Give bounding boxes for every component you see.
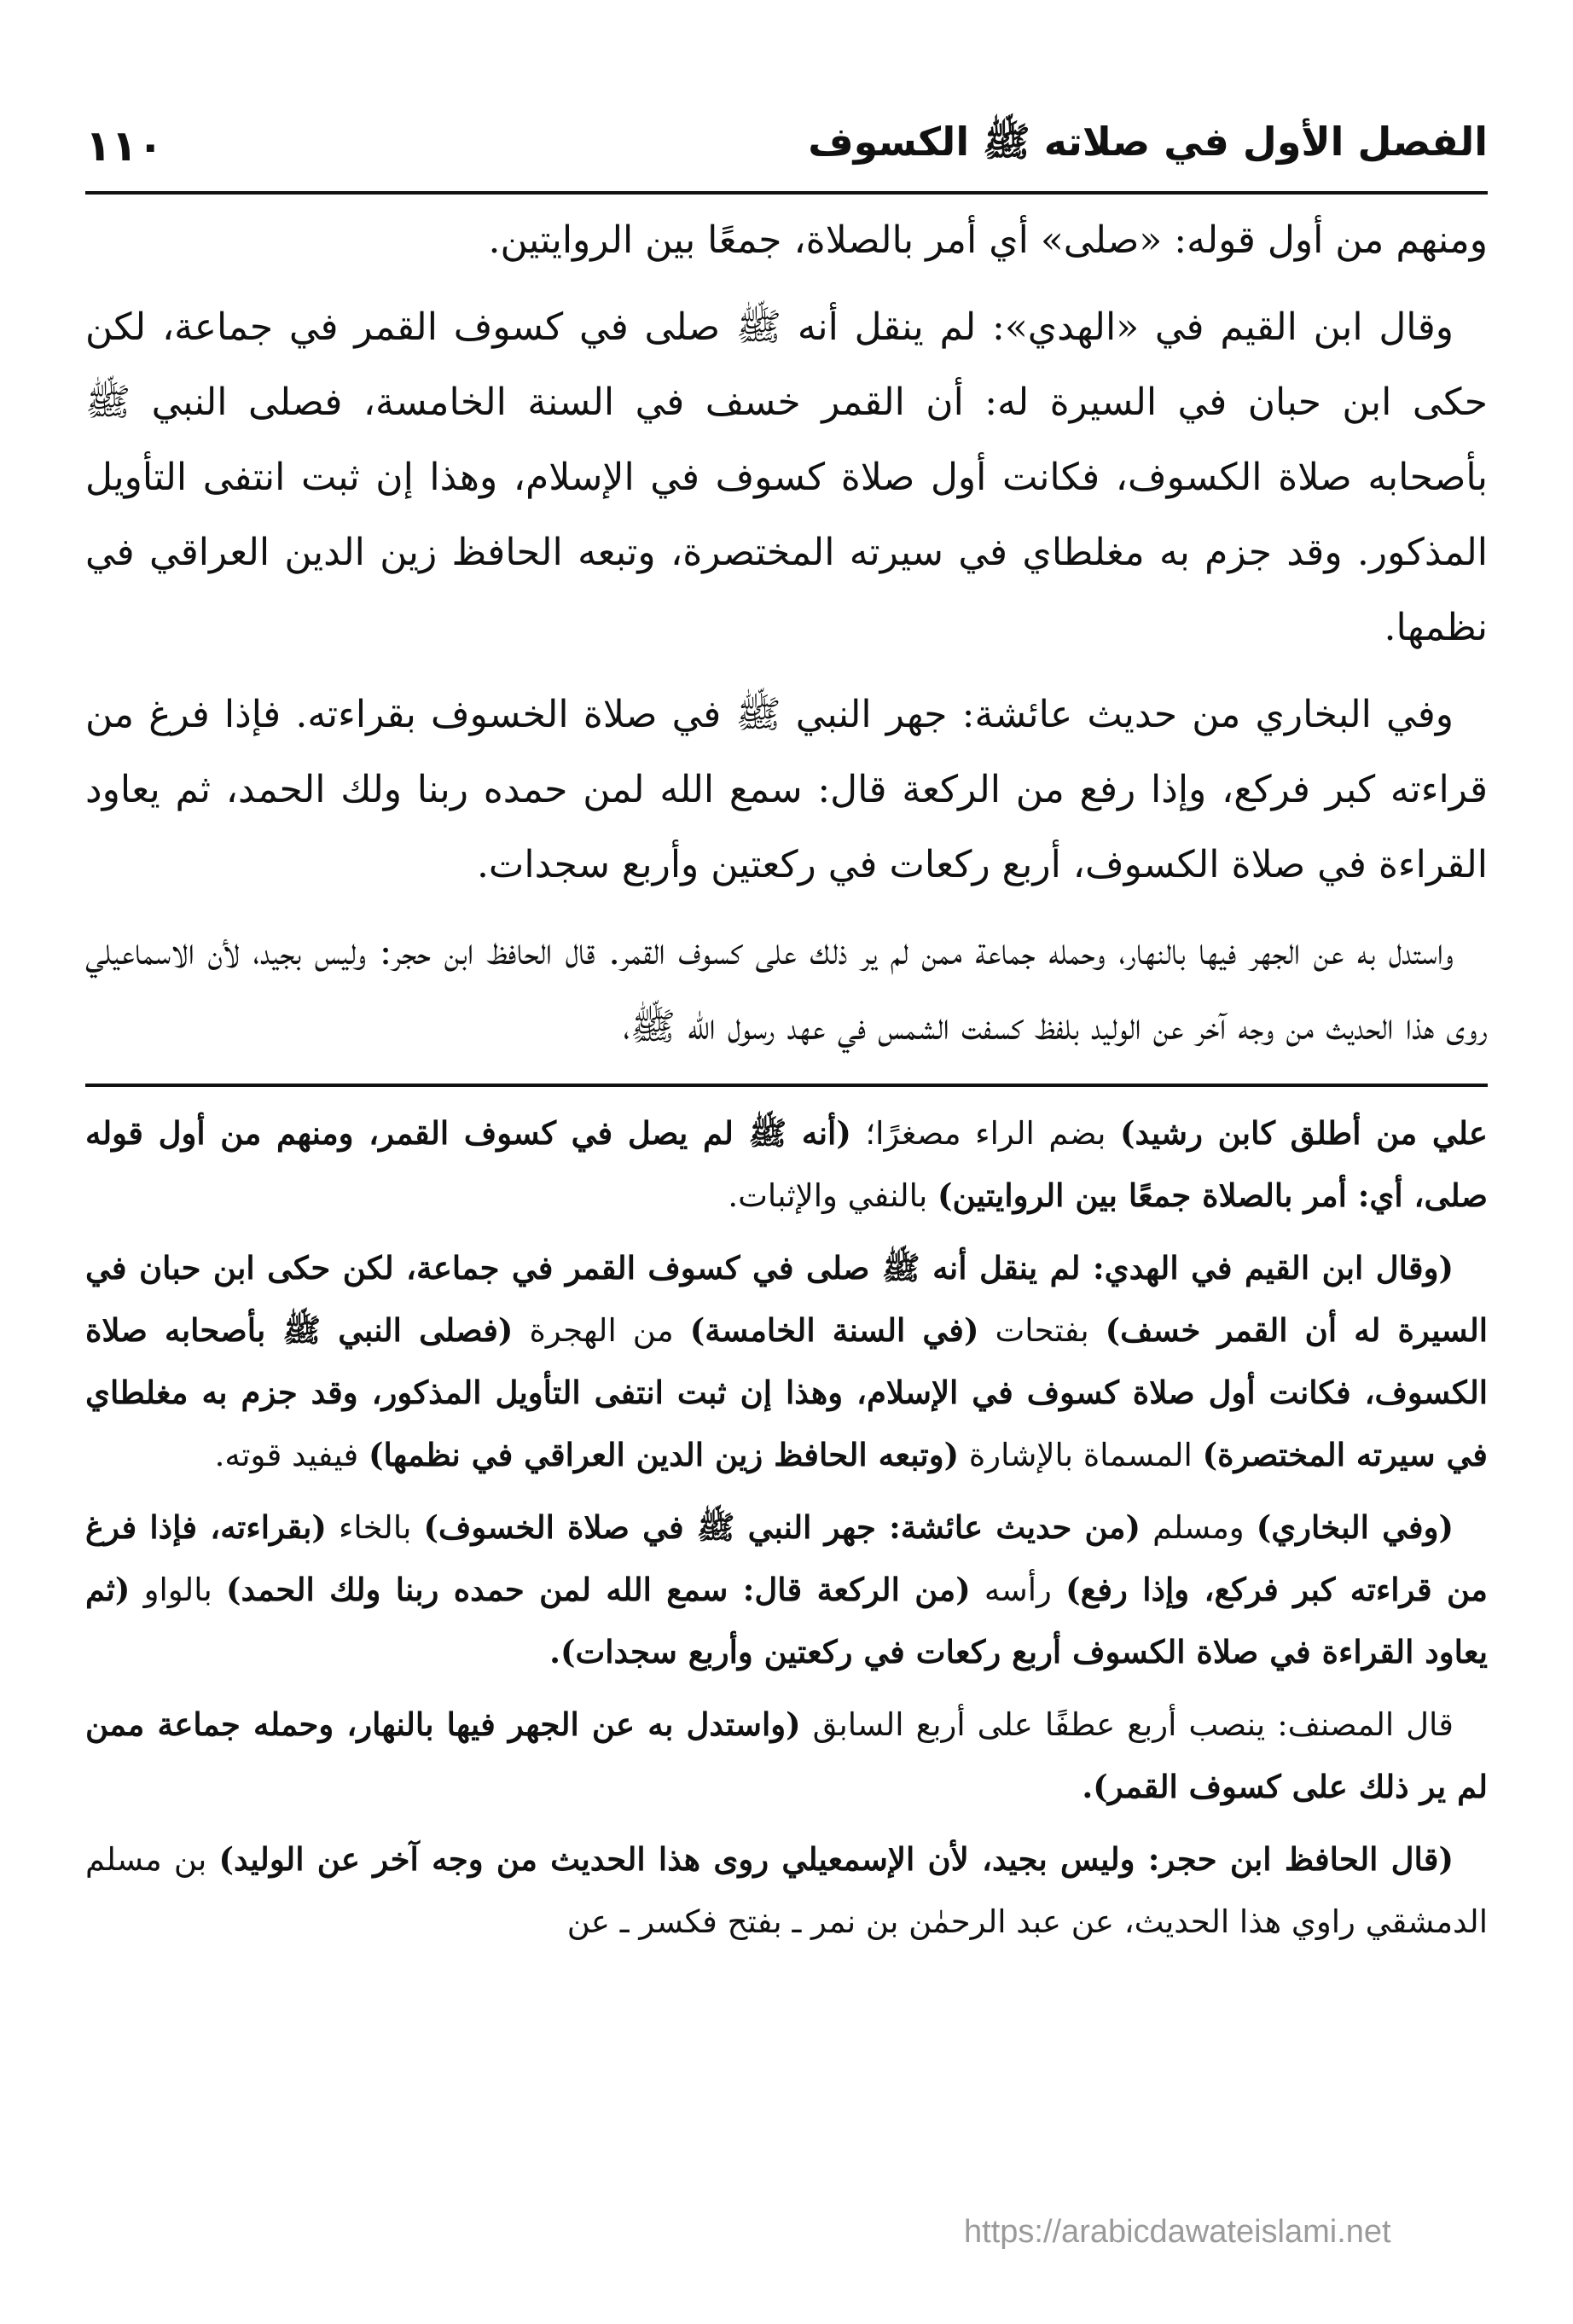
commentary-note: قال المصنف: ينصب أربع عطفًا على أربع السابق	[800, 1706, 1454, 1743]
quoted-text: (وقال ابن القيم في الهدي: لم ينقل أنه ﷺ صلى في كسوف القمر في جماعة، لكن حكى ابن حبان في السيرة له أن القمر خسف)	[85, 1249, 1488, 1349]
page-number: ١١٠	[85, 121, 164, 171]
chapter-title: الفصل الأول في صلاته ﷺ الكسوف	[808, 118, 1488, 165]
commentary-note: بفتحات	[978, 1312, 1106, 1349]
commentary-note: بالخاء	[326, 1509, 424, 1546]
quoted-text: (قال الحافظ ابن حجر: وليس بجيد، لأن الإسمعيلي روى هذا الحديث من وجه آخر عن الوليد)	[218, 1840, 1454, 1878]
commentary-note: رأسه	[970, 1572, 1066, 1608]
quoted-text: (في السنة الخامسة)	[689, 1311, 979, 1349]
commentary-note: بضم الراء مصغرًا؛	[850, 1115, 1120, 1152]
page-header	[85, 101, 1488, 195]
quoted-text: (وفي البخاري)	[1256, 1508, 1454, 1546]
main-paragraph-4: واستدل به عن الجهر فيها بالنهار، وحمله جماعة ممن لم ير ذلك على كسوف القمر. قال الحافظ ابن حجر: وليس بجيد، لأن الاسماعيلي روى هذا الحديث من وجه آخر عن الوليد بلفظ كسفت الشمس في عهد رسول الله ﷺ،	[85, 930, 1488, 1049]
commentary-paragraph-5	[85, 1828, 1488, 1953]
quoted-text: (واستدل به عن الجهر فيها بالنهار، وحمله جماعة ممن لم ير ذلك على كسوف القمر).	[85, 1705, 1488, 1805]
quoted-text: (أنه ﷺ لم يصل في كسوف القمر، ومنهم من أول قوله صلى، أي: أمر بالصلاة جمعًا بين الروايتين)	[85, 1114, 1488, 1214]
commentary-note: المسماة بالإشارة	[959, 1437, 1203, 1473]
main-paragraph-3: وفي البخاري من حديث عائشة: جهر النبي ﷺ في صلاة الخسوف بقراءته. فإذا فرغ من قراءته كبر فركع، وإذا رفع من الركعة قال: سمع الله لمن حمده ربنا ولك الحمد، ثم يعاود القراءة في صلاة الكسوف، أربع ركعات في ركعتين وأربع سجدات.	[85, 693, 1488, 886]
commentary-paragraph-2	[85, 1237, 1488, 1486]
quoted-text: (وتبعه الحافظ زين الدين العراقي في نظمها)	[368, 1436, 960, 1473]
commentary-paragraph-1	[85, 1102, 1488, 1227]
main-paragraph-2: وقال ابن القيم في «الهدي»: لم ينقل أنه ﷺ صلى في كسوف القمر في جماعة، لكن حكى ابن حبان في السيرة له: أن القمر خسف في السنة الخامسة، فصلى النبي ﷺ بأصحابه صلاة الكسوف، فكانت أول صلاة كسوف في الإسلام، وهذا إن ثبت انتفى التأويل المذكور. وقد جزم به مغلطاي في سيرته المختصرة، وتبعه الحافظ زين الدين العراقي في نظمها.	[85, 305, 1488, 649]
commentary-note: من الهجرة	[513, 1312, 690, 1349]
commentary-note: بالنفي والإثبات.	[728, 1177, 938, 1214]
commentary-note: فيفيد قوته.	[214, 1437, 369, 1473]
commentary-note: بالواو	[130, 1572, 226, 1608]
main-text	[85, 203, 1488, 1065]
commentary-paragraph-4	[85, 1694, 1488, 1818]
commentary-divider	[85, 1084, 1488, 1087]
commentary-paragraph-3	[85, 1496, 1488, 1683]
quoted-text: (من حديث عائشة: جهر النبي ﷺ في صلاة الخسوف)	[423, 1508, 1141, 1546]
quoted-text: (فصلى النبي ﷺ بأصحابه صلاة الكسوف، فكانت أول صلاة كسوف في الإسلام، وهذا إن ثبت انتفى التأويل المذكور، وقد جزم به مغلطاي في سيرته المختصرة)	[85, 1311, 1488, 1473]
quoted-text: (ثم يعاود القراءة في صلاة الكسوف أربع ركعات في ركعتين وأربع سجدات).	[85, 1571, 1488, 1670]
commentary-note: بن مسلم الدمشقي راوي هذا الحديث، عن عبد الرحمٰن بن نمر ـ بفتح فكسر ـ عن	[85, 1841, 1488, 1940]
quoted-text: (من الركعة قال: سمع الله لمن حمده ربنا ولك الحمد)	[226, 1571, 971, 1608]
quoted-text: (بقراءته، فإذا فرغ من قراءته كبر فركع، وإذا رفع)	[85, 1508, 1488, 1608]
book-page	[85, 101, 1488, 2285]
watermark-url: https://arabicdawateislami.net	[964, 2214, 1391, 2250]
quoted-text: علي من أطلق كابن رشيد)	[1119, 1114, 1488, 1152]
commentary-text	[85, 1102, 1488, 1953]
commentary-note: ومسلم	[1141, 1509, 1257, 1546]
main-paragraph-1: ومنهم من أول قوله: «صلى» أي أمر بالصلاة، جمعًا بين الروايتين.	[488, 218, 1488, 262]
